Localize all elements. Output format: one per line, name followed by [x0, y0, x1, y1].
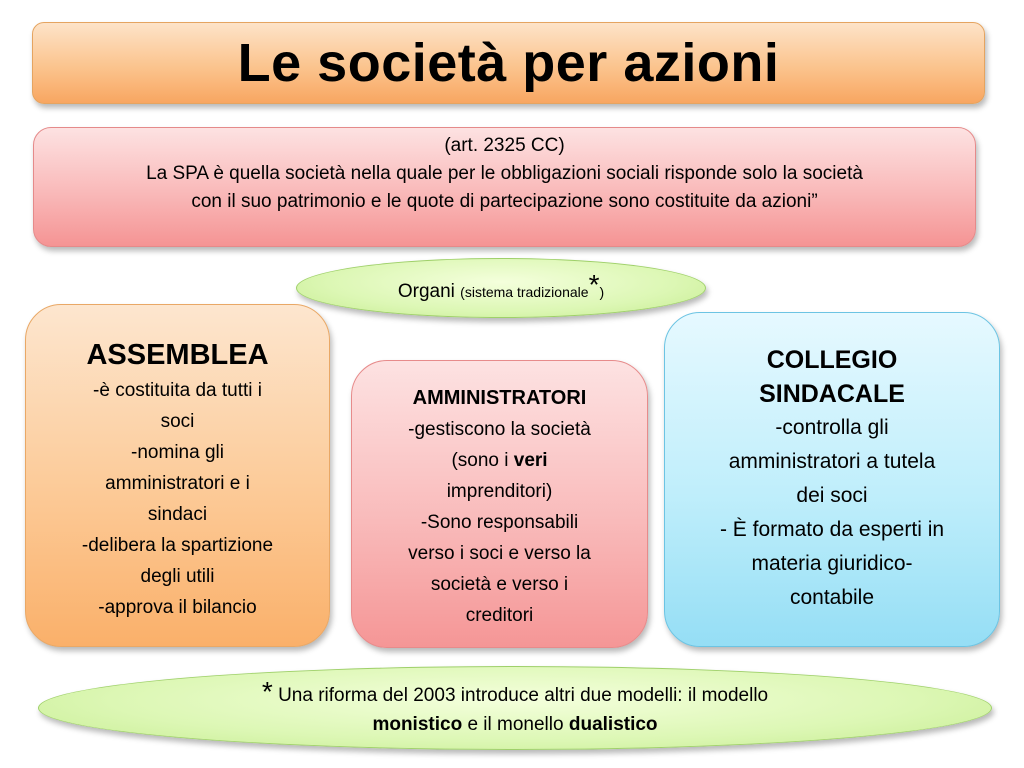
amministratori-veri: veri [513, 450, 548, 471]
collegio-line: - È formato da esperti in [719, 518, 945, 541]
assemblea-line: sindaci [147, 504, 208, 525]
amministratori-line-pre: (sono i [451, 450, 514, 471]
amministratori-line: società e verso i [430, 574, 569, 595]
amministratori-box [351, 360, 648, 648]
definition-box [33, 127, 976, 247]
amministratori-line: -Sono responsabili [420, 512, 579, 533]
collegio-heading-1: COLLEGIO [766, 346, 898, 374]
assemblea-line: -approva il bilancio [98, 597, 257, 618]
collegio-line: -controlla gli [775, 416, 889, 439]
footnote-line-1 [39, 677, 991, 710]
organi-ellipse [296, 258, 706, 318]
collegio-line: contabile [789, 586, 875, 609]
footnote-asterisk: * [261, 676, 273, 707]
organi-asterisk: * [588, 269, 600, 300]
footnote-ellipse [38, 666, 992, 750]
amministratori-heading: AMMINISTRATORI [412, 387, 587, 409]
footnote-line-2 [39, 710, 991, 739]
title-box [32, 22, 985, 104]
amministratori-line [352, 445, 647, 476]
assemblea-line: degli utili [140, 566, 215, 587]
collegio-line: amministratori a tutela [728, 450, 936, 473]
collegio-heading-2: SINDACALE [759, 380, 905, 408]
assemblea-line: -è costituita da tutti i [93, 380, 262, 401]
footnote-text: Una riforma del 2003 introduce altri due modelli: il modello [272, 685, 769, 706]
assemblea-heading: ASSEMBLEA [86, 339, 269, 371]
assemblea-box [25, 304, 330, 647]
organi-close-paren: ) [599, 284, 605, 300]
definition-reference: (art. 2325 CC) [444, 135, 565, 156]
organi-subtitle: sistema tradizionale [464, 284, 589, 300]
organi-label [397, 269, 605, 304]
page-title: Le società per azioni [237, 33, 780, 93]
amministratori-line: verso i soci e verso la [408, 543, 591, 564]
amministratori-line: -gestiscono la società [408, 419, 591, 440]
assemblea-line: -nomina gli [131, 442, 224, 463]
footnote-mid: e il monello [462, 714, 569, 735]
definition-text-line-1: La SPA è quella società nella quale per le obbligazioni sociali risponde solo la società [146, 163, 863, 184]
assemblea-line: -delibera la spartizione [81, 535, 274, 556]
organi-text: Organi [397, 281, 461, 302]
assemblea-line: amministratori e i [105, 473, 250, 494]
collegio-sindacale-box [664, 312, 1000, 647]
amministratori-line: creditori [465, 605, 534, 626]
assemblea-line: soci [160, 411, 195, 432]
organi-open-paren: ( [460, 284, 465, 300]
amministratori-line: imprenditori) [446, 481, 553, 502]
footnote-dualistico: dualistico [568, 714, 658, 735]
collegio-line: materia giuridico- [751, 552, 913, 575]
collegio-line: dei soci [796, 484, 868, 507]
footnote-monistico: monistico [372, 714, 463, 735]
definition-text-line-2: con il suo patrimonio e le quote di partecipazione sono costituite da azioni” [191, 191, 818, 212]
